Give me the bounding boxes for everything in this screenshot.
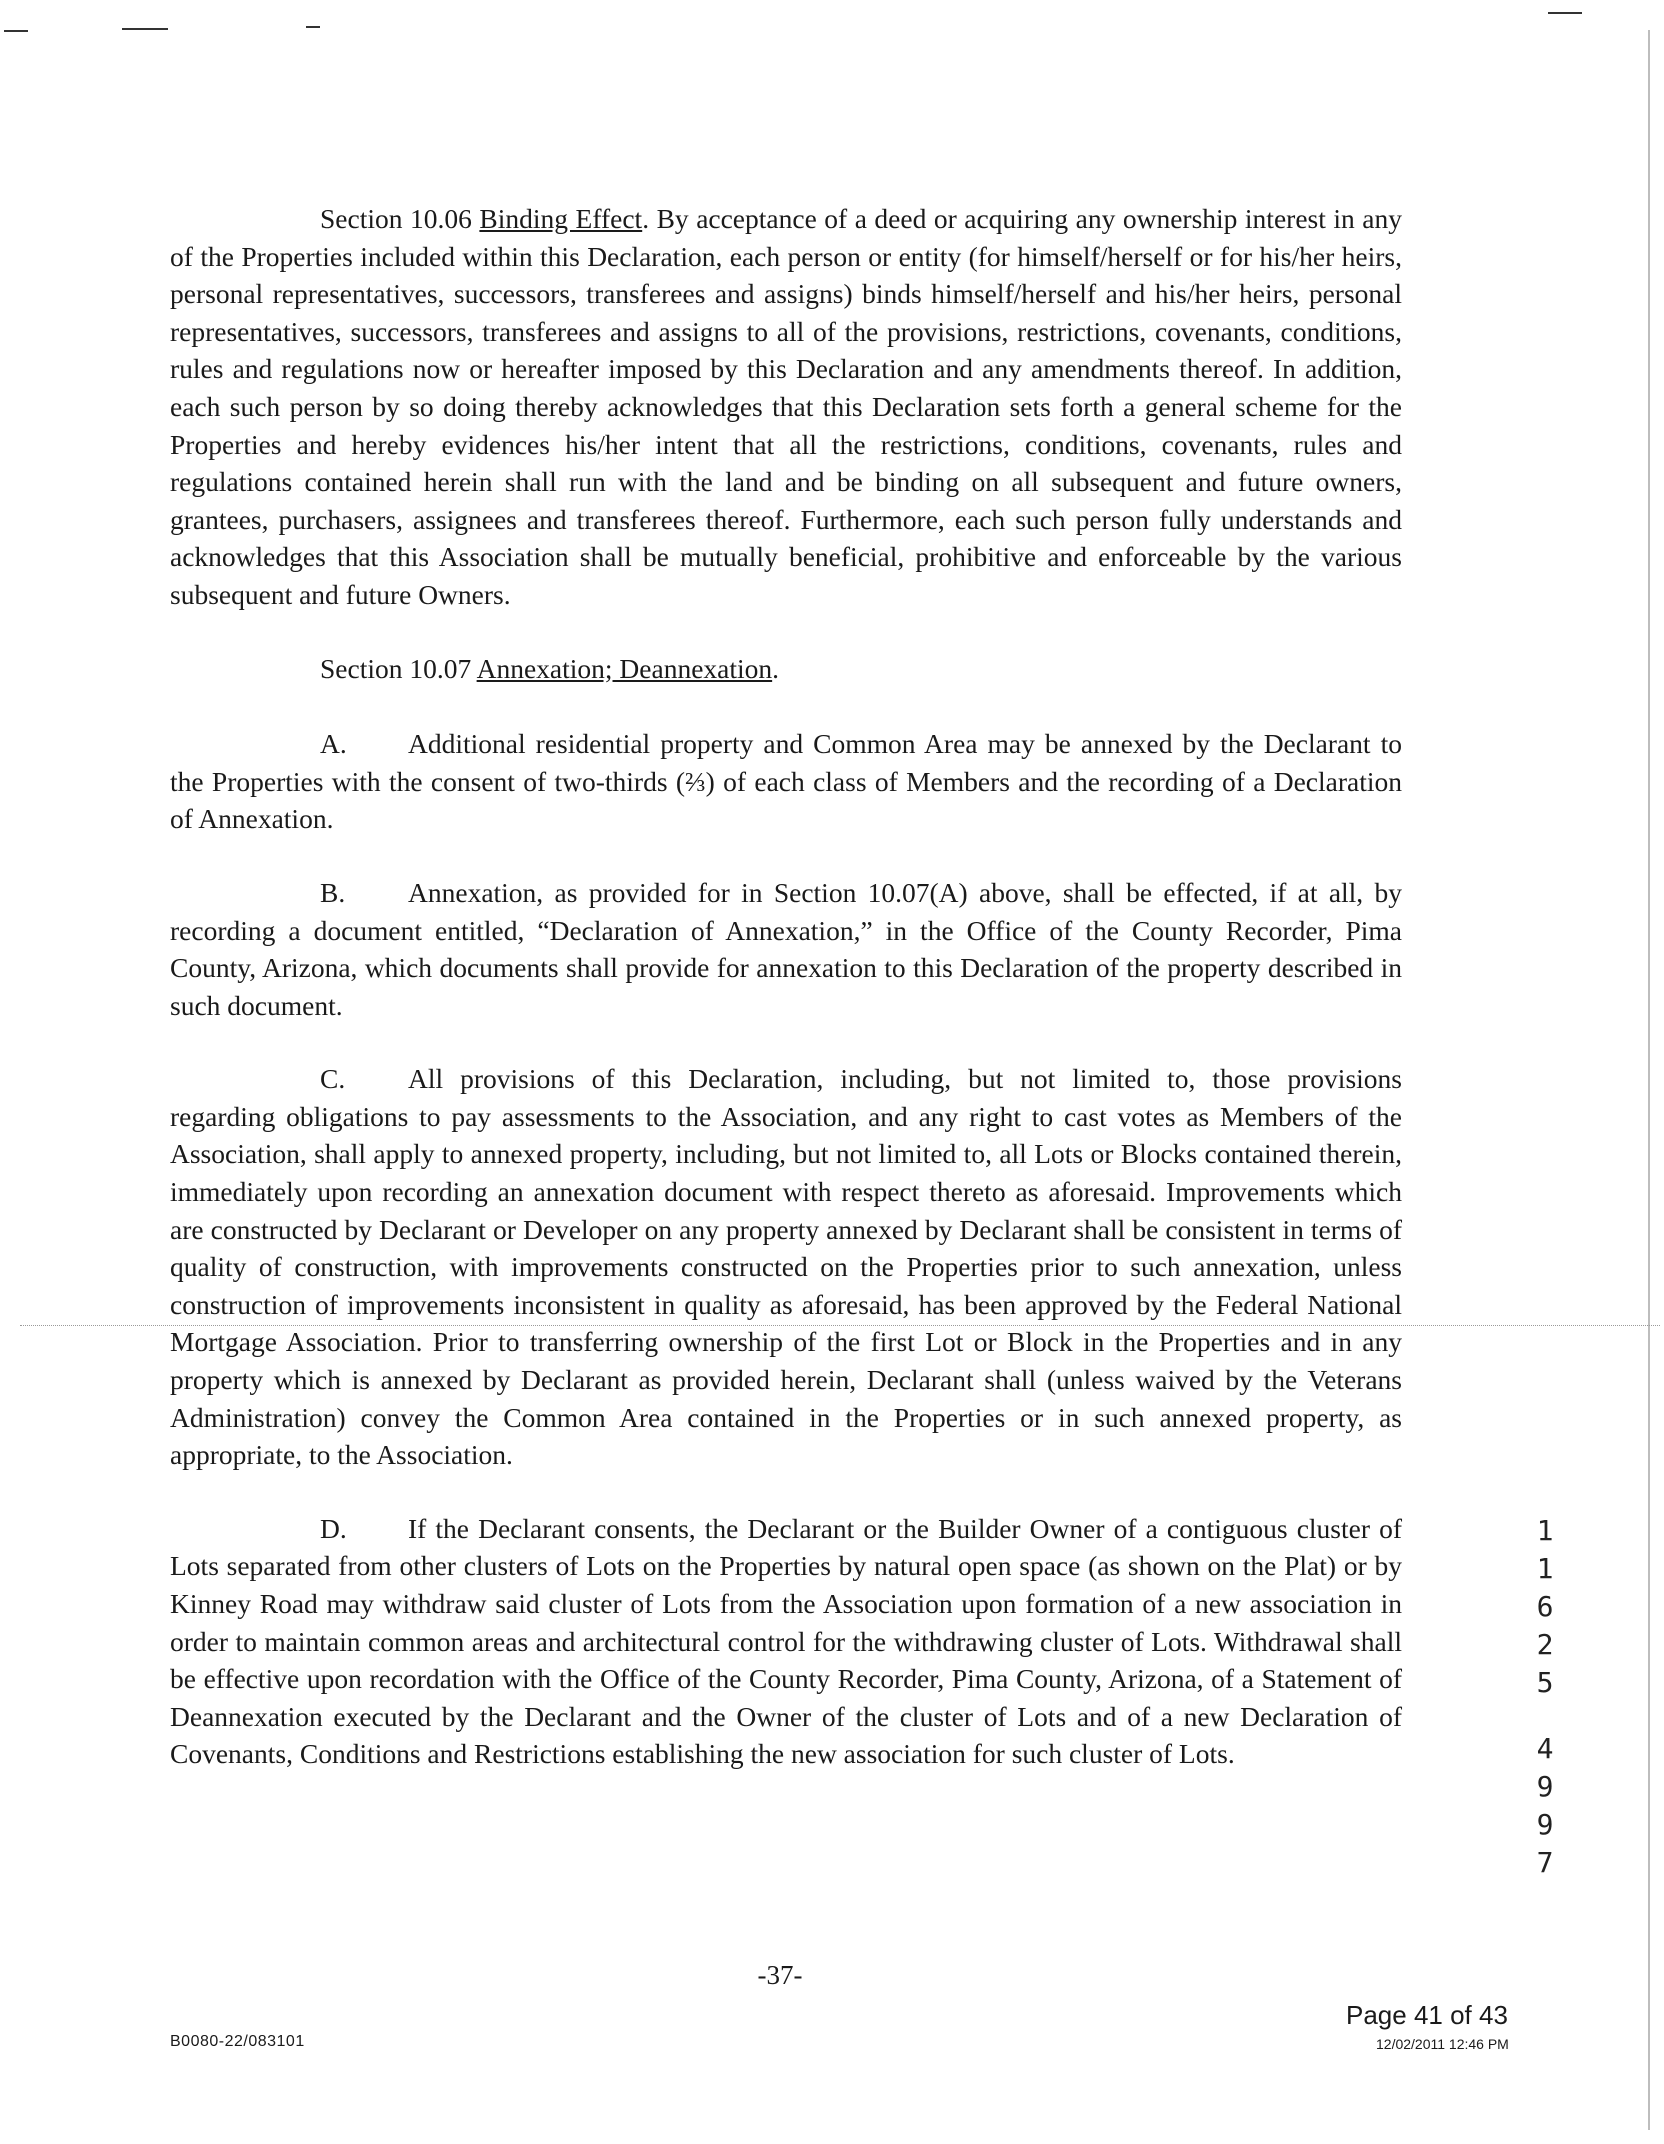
paragraph-letter: C. [320,1063,346,1095]
paragraph-a [170,725,1402,838]
document-code: B0080-22/083101 [170,2033,305,2050]
stamp-digit: 4 [1536,1732,1554,1765]
stamp-digit: 9 [1536,1770,1554,1803]
section-heading: Annexation; Deannexation [476,652,773,684]
stamp-digit: 5 [1536,1666,1554,1699]
page-number: -37- [757,1960,803,1990]
scan-mark [1548,12,1582,14]
paragraph-text: Additional residential property and Common Area may be annexed by the Declarant to the Properties with the consent of two-thirds (⅔) of each class of Members and the recording of a Declaration of Annexation. [170,728,1402,835]
paragraph-c [170,1060,1402,1474]
print-timestamp: 12/02/2011 12:46 PM [1376,2036,1509,2052]
paragraph-letter: D. [320,1512,347,1544]
recording-stamp-number [1530,1512,1560,1882]
scan-mark [306,26,320,28]
stamp-digit: 9 [1536,1808,1554,1841]
document-body [170,200,1402,1809]
section-heading: Binding Effect [479,203,643,234]
section-10-06 [170,200,1402,614]
section-suffix: . [772,652,780,684]
paragraph-b [170,874,1402,1024]
section-prefix: Section 10.06 [320,203,480,234]
scan-mark [4,30,28,32]
paragraph-text: If the Declarant consents, the Declarant or the Builder Owner of a contiguous cluster of Lots separated from other clusters of Lots on the Properties by natural open space (as shown on the Plat) or by Kinney Road may withdraw said cluster of Lots from the Association upon formation of a new association in order to maintain common areas and architectural control for the withdrawing cluster of Lots. Withdrawal shall be effective upon recordation with the Office of the County Recorder, Pima County, Arizona, of a Statement of Deannexation executed by the Declarant and the Owner of the cluster of Lots and of a new Declaration of Covenants, Conditions and Restrictions establishing the new association for such cluster of Lots. [170,1512,1402,1770]
stamp-digit: 2 [1536,1628,1554,1661]
stamp-digit: 6 [1536,1590,1554,1623]
section-prefix: Section 10.07 [320,652,477,684]
paragraph-letter: A. [320,728,347,760]
stamp-digit: 1 [1536,1514,1554,1547]
paragraph-d [170,1510,1402,1773]
scan-mark [122,28,168,30]
paragraph-text: Annexation, as provided for in Section 10.07(A) above, shall be effected, if at all, by recording a document entitled, “Declaration of Annexation,” in the Office of the County Recorder, Pima County, Arizona, which documents shall provide for annexation to this Declaration of the property described in such document. [170,876,1402,1021]
stamp-digit: 1 [1536,1552,1554,1585]
section-text: . By acceptance of a deed or acquiring any ownership interest in any of the Properties included within this Declaration, each person or entity (for himself/herself or for his/her heirs, personal representatives, successors, transferees and assigns) binds himself/herself and his/her heirs, personal representatives, successors, transferees and assigns to all of the provisions, restrictions, covenants, conditions, rules and regulations now or hereafter imposed by this Declaration and any amendments thereof. In addition, each such person by so doing thereby acknowledges that this Declaration sets forth a general scheme for the Properties and hereby evidences his/her intent that all the restrictions, conditions, covenants, rules and regulations contained herein shall run with the land and be binding on all subsequent and future owners, grantees, purchasers, assignees and transferees thereof. Furthermore, each such person fully understands and acknowledges that this Association shall be mutually beneficial, prohibitive and enforceable by the various subsequent and future Owners. [170,203,1402,610]
page-counter: Page 41 of 43 [1346,2000,1508,2030]
section-10-07 [170,650,1402,688]
page-edge-rule [1648,30,1650,2130]
paragraph-text: All provisions of this Declaration, including, but not limited to, those provisions regarding obligations to pay assessments to the Association, and any right to cast votes as Members of the Association, shall apply to annexed property, including, but not limited to, all Lots or Blocks contained therein, immediately upon recording an annexation document with respect thereto as aforesaid. Improvements which are constructed by Declarant or Developer on any property annexed by Declarant shall be consistent in terms of quality of construction, with improvements constructed on the Properties prior to such annexation, unless construction of improvements inconsistent in quality as aforesaid, has been approved by the Federal National Mortgage Association. Prior to transferring ownership of the first Lot or Block in the Properties and in any property which is annexed by Declarant as provided herein, Declarant shall (unless waived by the Veterans Administration) convey the Common Area contained in the Properties or in such annexed property, as appropriate, to the Association. [170,1063,1402,1471]
stamp-digit: 7 [1536,1846,1554,1879]
paragraph-letter: B. [320,876,346,908]
